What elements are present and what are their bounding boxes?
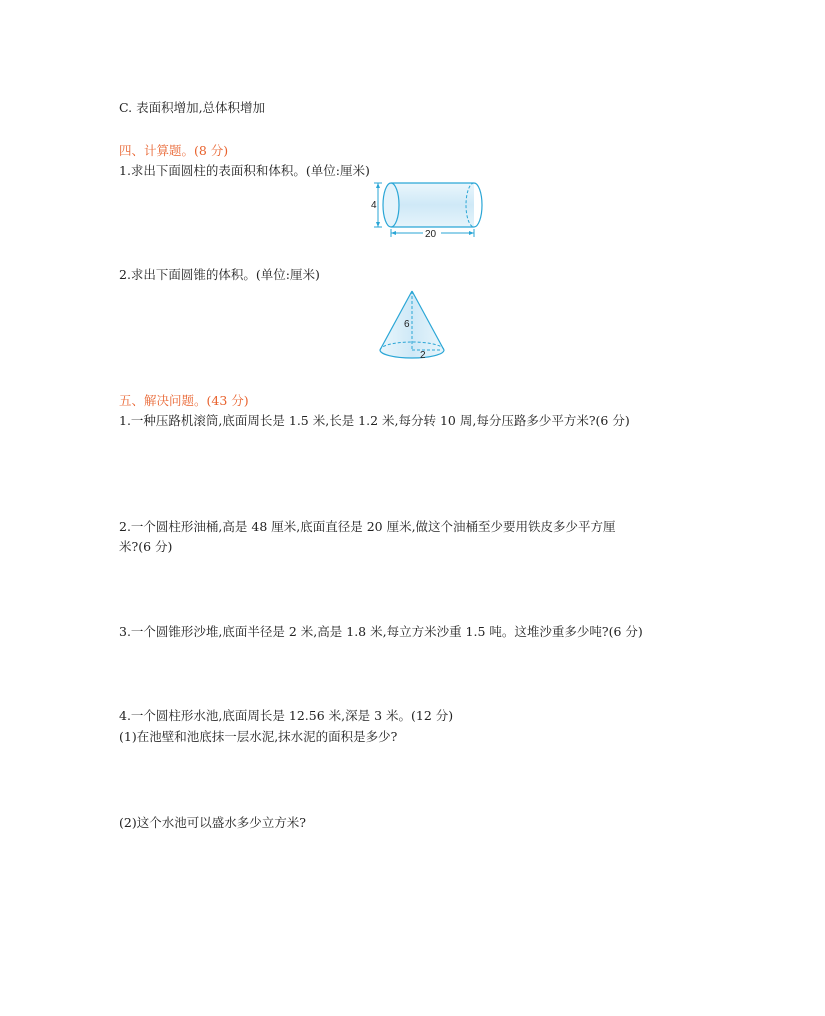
problem-4-part-1: (1)在池壁和池底抹一层水泥,抹水泥的面积是多少? (119, 729, 398, 744)
cylinder-length-label: 20 (425, 229, 437, 240)
section4-heading: 四、计算题。(8 分) (119, 143, 229, 158)
problem-2-line-2: 米?(6 分) (119, 539, 173, 554)
problem-4-part-2: (2)这个水池可以盛水多少立方米? (119, 815, 306, 830)
problem-4: 4.一个圆柱形水池,底面周长是 12.56 米,深是 3 米。(12 分) (119, 708, 454, 723)
cone-figure (376, 287, 448, 362)
problem-2-line-1: 2.一个圆柱形油桶,高是 48 厘米,底面直径是 20 厘米,做这个油桶至少要用铁皮多少平方厘 (119, 519, 616, 534)
cylinder-left-base (383, 183, 399, 227)
cone-radius-label: 2 (420, 350, 426, 361)
cylinder-body (391, 183, 474, 227)
problem-1: 1.一种压路机滚筒,底面周长是 1.5 米,长是 1.2 米,每分转 10 周,每分压路多少平方米?(6 分) (119, 413, 630, 428)
cone-height-label: 6 (404, 319, 410, 330)
cylinder-figure (366, 178, 486, 240)
calc-question-1: 1.求出下面圆柱的表面积和体积。(单位:厘米) (119, 163, 370, 178)
section5-heading: 五、解决问题。(43 分) (119, 393, 249, 408)
problem-3: 3.一个圆锥形沙堆,底面半径是 2 米,高是 1.8 米,每立方米沙重 1.5 吨。这堆沙重多少吨?(6 分) (119, 624, 643, 639)
option-c: C. 表面积增加,总体积增加 (119, 100, 266, 115)
calc-question-2: 2.求出下面圆锥的体积。(单位:厘米) (119, 267, 320, 282)
cylinder-height-label: 4 (371, 200, 377, 211)
